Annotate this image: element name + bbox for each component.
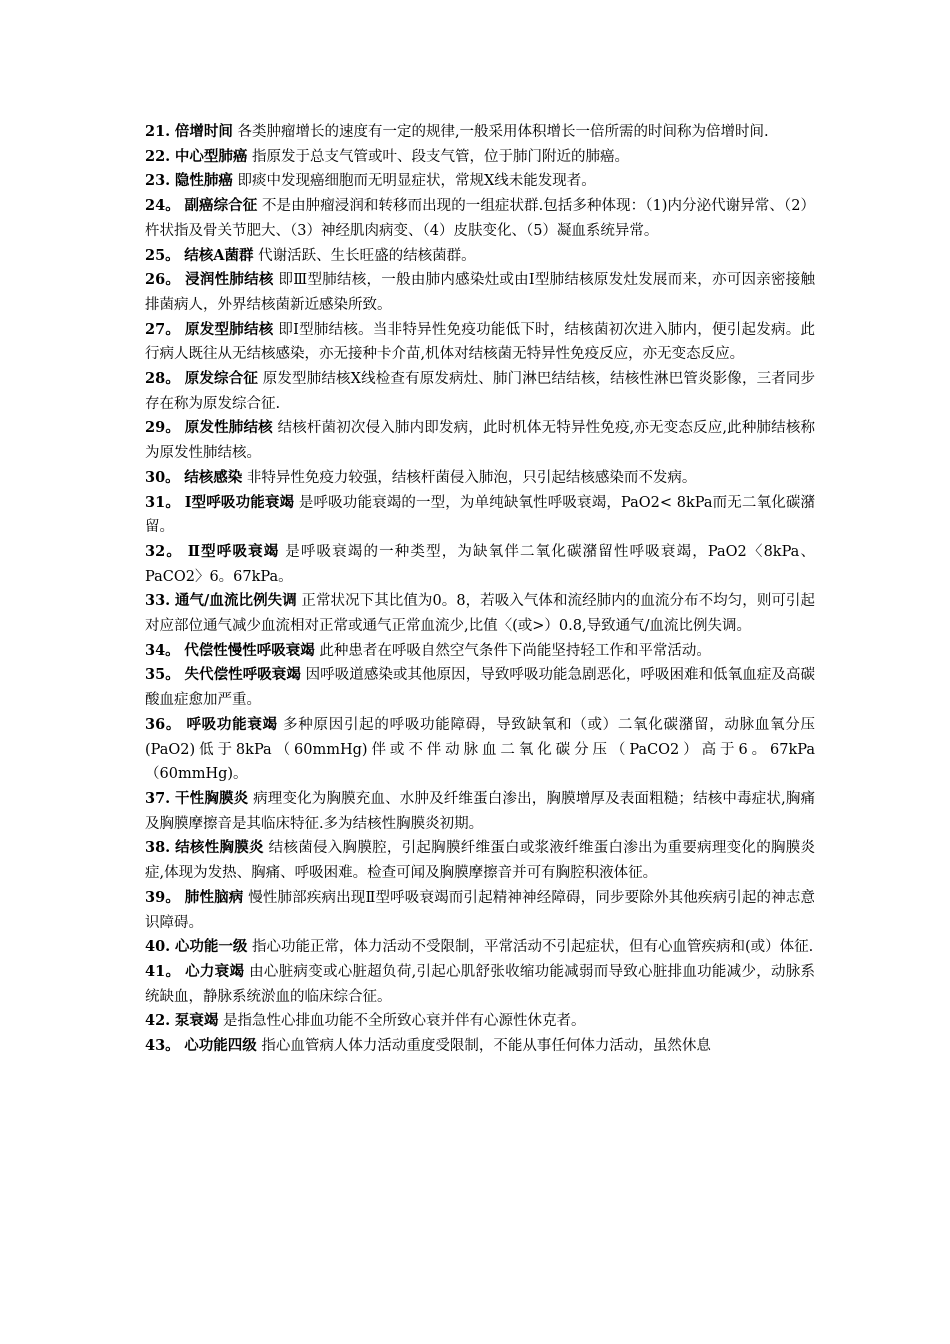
entry-definition: 结核菌侵入胸膜腔，引起胸膜纤维蛋白或浆液纤维蛋白渗出为重要病理变化的胸膜炎症,体现为发热、胸痛、呼吸困难。检查可闻及胸膜摩擦音并可有胸腔积液体征。 [145, 840, 816, 882]
entry-term: Ⅱ型呼吸衰竭 [187, 542, 280, 560]
entry-term: 心功能四级 [184, 1037, 257, 1055]
entry-number: 24。 [145, 197, 180, 215]
entry-definition: 是指急性心排血功能不全所致心衰并伴有心源性休克者。 [222, 1013, 586, 1030]
entry-term: 心功能一级 [174, 938, 248, 956]
entry-definition: 非特异性免疫力较强，结核杆菌侵入肺泡，只引起结核感染而不发病。 [246, 469, 697, 486]
entry-definition: 多种原因引起的呼吸功能障碍，导致缺氧和（或）二氧化碳潴留，动脉血氧分压(PaO2)低于8kPa（60mmHg)伴或不伴动脉血二氧化碳分压（PaCO2）高于6。67kPa（60mmHg)。 [145, 716, 816, 783]
glossary-entry [145, 935, 815, 960]
entry-term: 倍增时间 [174, 123, 233, 140]
entry-definition: 指心血管病人体力活动重度受限制，不能从事任何体力活动，虽然休息 [261, 1038, 711, 1055]
entry-definition: 病理变化为胸膜充血、水肿及纤维蛋白渗出，胸膜增厚及表面粗糙；结核中毒症状,胸痛及胸膜摩擦音是其临床特征.多为结核性胸膜炎初期。 [145, 790, 816, 832]
entry-number: 37. [145, 789, 171, 807]
entry-number: 30。 [145, 468, 180, 486]
entry-term: 副癌综合征 [184, 197, 258, 215]
glossary-entry [145, 244, 815, 269]
entry-definition: 是呼吸衰竭的一种类型，为缺氧伴二氧化碳潴留性呼吸衰竭，PaO2〈8kPa、PaCO2〉6。67kPa。 [145, 543, 815, 585]
entry-definition: 指心功能正常，体力活动不受限制，平常活动不引起症状，但有心血管疾病和(或）体征. [251, 939, 814, 956]
glossary-entry [145, 194, 815, 243]
glossary-entry [145, 589, 815, 638]
entry-definition: 由心脏病变或心脏超负荷,引起心肌舒张收缩功能减弱而导致心脏排血功能减少，动脉系统缺血，静脉系统淤血的临床综合征。 [145, 963, 816, 1005]
entry-definition: 各类肿瘤增长的速度有一定的规律,一般采用体积增长一倍所需的时间称为倍增时间. [237, 124, 769, 140]
entry-number: 26。 [145, 271, 181, 289]
entry-number: 39。 [145, 888, 180, 906]
glossary-entry [145, 1009, 815, 1034]
entry-number: 28。 [145, 370, 180, 388]
entry-term: 原发型肺结核 [185, 320, 274, 338]
entry-definition: 指原发于总支气管或叶、段支气管，位于肺门附近的肺癌。 [251, 148, 629, 165]
glossary-entry [145, 713, 815, 787]
entry-number: 41。 [145, 962, 181, 980]
glossary-entry [145, 268, 815, 317]
glossary-entry [145, 466, 815, 491]
entry-number: 25。 [145, 246, 180, 264]
entry-term: 隐性肺癌 [174, 172, 233, 190]
glossary-entry [145, 836, 815, 885]
entry-number: 23. [145, 172, 171, 190]
entry-number: 29。 [145, 419, 181, 437]
entry-number: 35。 [145, 666, 180, 684]
entry-term: 浸润性肺结核 [185, 271, 274, 289]
entry-number: 43。 [145, 1037, 180, 1055]
entry-term: 呼吸功能衰竭 [186, 715, 278, 733]
entry-number: 27。 [145, 320, 181, 338]
entry-definition: 是呼吸功能衰竭的一型，为单纯缺氧性呼吸衰竭，PaO2< 8kPa而无二氧化碳潴留。 [145, 494, 815, 536]
glossary-entry [145, 1034, 815, 1059]
entry-number: 33. [145, 592, 171, 610]
entry-term: 原发综合征 [184, 370, 258, 388]
entry-definition: 即痰中发现癌细胞而无明显症状，常规X线未能发现者。 [237, 173, 596, 190]
entry-term: 中心型肺癌 [174, 147, 248, 165]
glossary-entry [145, 169, 815, 194]
entry-number: 34。 [145, 641, 180, 659]
entry-term: 肺性脑病 [184, 888, 244, 906]
entry-definition: 因呼吸道感染或其他原因，导致呼吸功能急剧恶化，呼吸困难和低氧血症及高碳酸血症愈加严重。 [145, 667, 816, 709]
entry-term: 结核感染 [184, 468, 243, 486]
entry-definition: 正常状况下其比值为0。8，若吸入气体和流经肺内的血流分布不均匀，则可引起对应部位通气减少血流相对正常或通气正常血流少,比值〈(或>）0.8,导致通气/血流比例失调。 [145, 593, 815, 635]
glossary-entry [145, 416, 815, 465]
entry-number: 42. [145, 1012, 171, 1030]
entry-term: 失代偿性呼吸衰竭 [184, 666, 301, 684]
entry-term: 结核A菌群 [184, 246, 254, 264]
entry-term: Ⅰ型呼吸功能衰竭 [184, 493, 295, 511]
entry-definition: 原发型肺结核X线检查有原发病灶、肺门淋巴结结核，结核性淋巴管炎影像，三者同步存在称为原发综合征. [145, 371, 816, 412]
entry-number: 22. [145, 147, 171, 165]
entry-number: 31。 [145, 493, 180, 511]
entry-definition: 代谢活跃、生长旺盛的结核菌群。 [258, 247, 476, 264]
glossary-entry [145, 886, 815, 935]
glossary-entry [145, 491, 815, 540]
entry-number: 36。 [145, 715, 182, 733]
entry-number: 21. [145, 123, 171, 140]
entry-term: 泵衰竭 [174, 1012, 219, 1030]
entry-term: 原发性肺结核 [184, 419, 273, 437]
entry-term: 代偿性慢性呼吸衰竭 [184, 641, 315, 659]
entry-definition: 结核杆菌初次侵入肺内即发病，此时机体无特异性免疫,亦无变态反应,此种肺结核称为原发性肺结核。 [145, 420, 816, 462]
glossary-entry [145, 318, 815, 367]
entry-term: 结核性胸膜炎 [175, 839, 264, 857]
entry-definition: 不是由肿瘤浸润和转移而出现的一组症状群.包括多种体现：（1)内分泌代谢异常、（2）杵状指及骨关节肥大、（3）神经肌肉病变、（4）皮肤变化、（5）凝血系统异常。 [145, 198, 816, 239]
glossary-entry [145, 787, 815, 836]
entry-term: 心力衰竭 [185, 962, 245, 980]
entry-number: 32。 [145, 542, 182, 560]
entry-definition: 此种患者在呼吸自然空气条件下尚能坚持轻工作和平常活动。 [319, 642, 711, 659]
entry-definition: 即Ⅰ型肺结核。当非特异性免疫功能低下时，结核菌初次进入肺内，便引起发病。此行病人既往从无结核感染，亦无接种卡介苗,机体对结核菌无特异性免疫反应，亦无变态反应。 [145, 321, 816, 363]
glossary-list [145, 120, 815, 1059]
entry-definition: 慢性肺部疾病出现Ⅱ型呼吸衰竭而引起精神神经障碍，同步要除外其他疾病引起的神志意识障碍。 [145, 889, 816, 931]
glossary-entry [145, 120, 815, 145]
glossary-entry [145, 540, 815, 589]
glossary-entry [145, 145, 815, 170]
glossary-entry [145, 960, 815, 1009]
glossary-entry [145, 663, 815, 712]
glossary-entry [145, 367, 815, 416]
entry-number: 38. [145, 839, 171, 857]
entry-number: 40. [145, 938, 171, 956]
entry-term: 干性胸膜炎 [175, 789, 249, 807]
entry-term: 通气/血流比例失调 [174, 592, 297, 610]
glossary-entry [145, 639, 815, 664]
entry-definition: 即Ⅲ型肺结核，一般由肺内感染灶或由Ⅰ型肺结核原发灶发展而来，亦可因亲密接触排菌病人，外界结核菌新近感染所致。 [145, 272, 816, 313]
